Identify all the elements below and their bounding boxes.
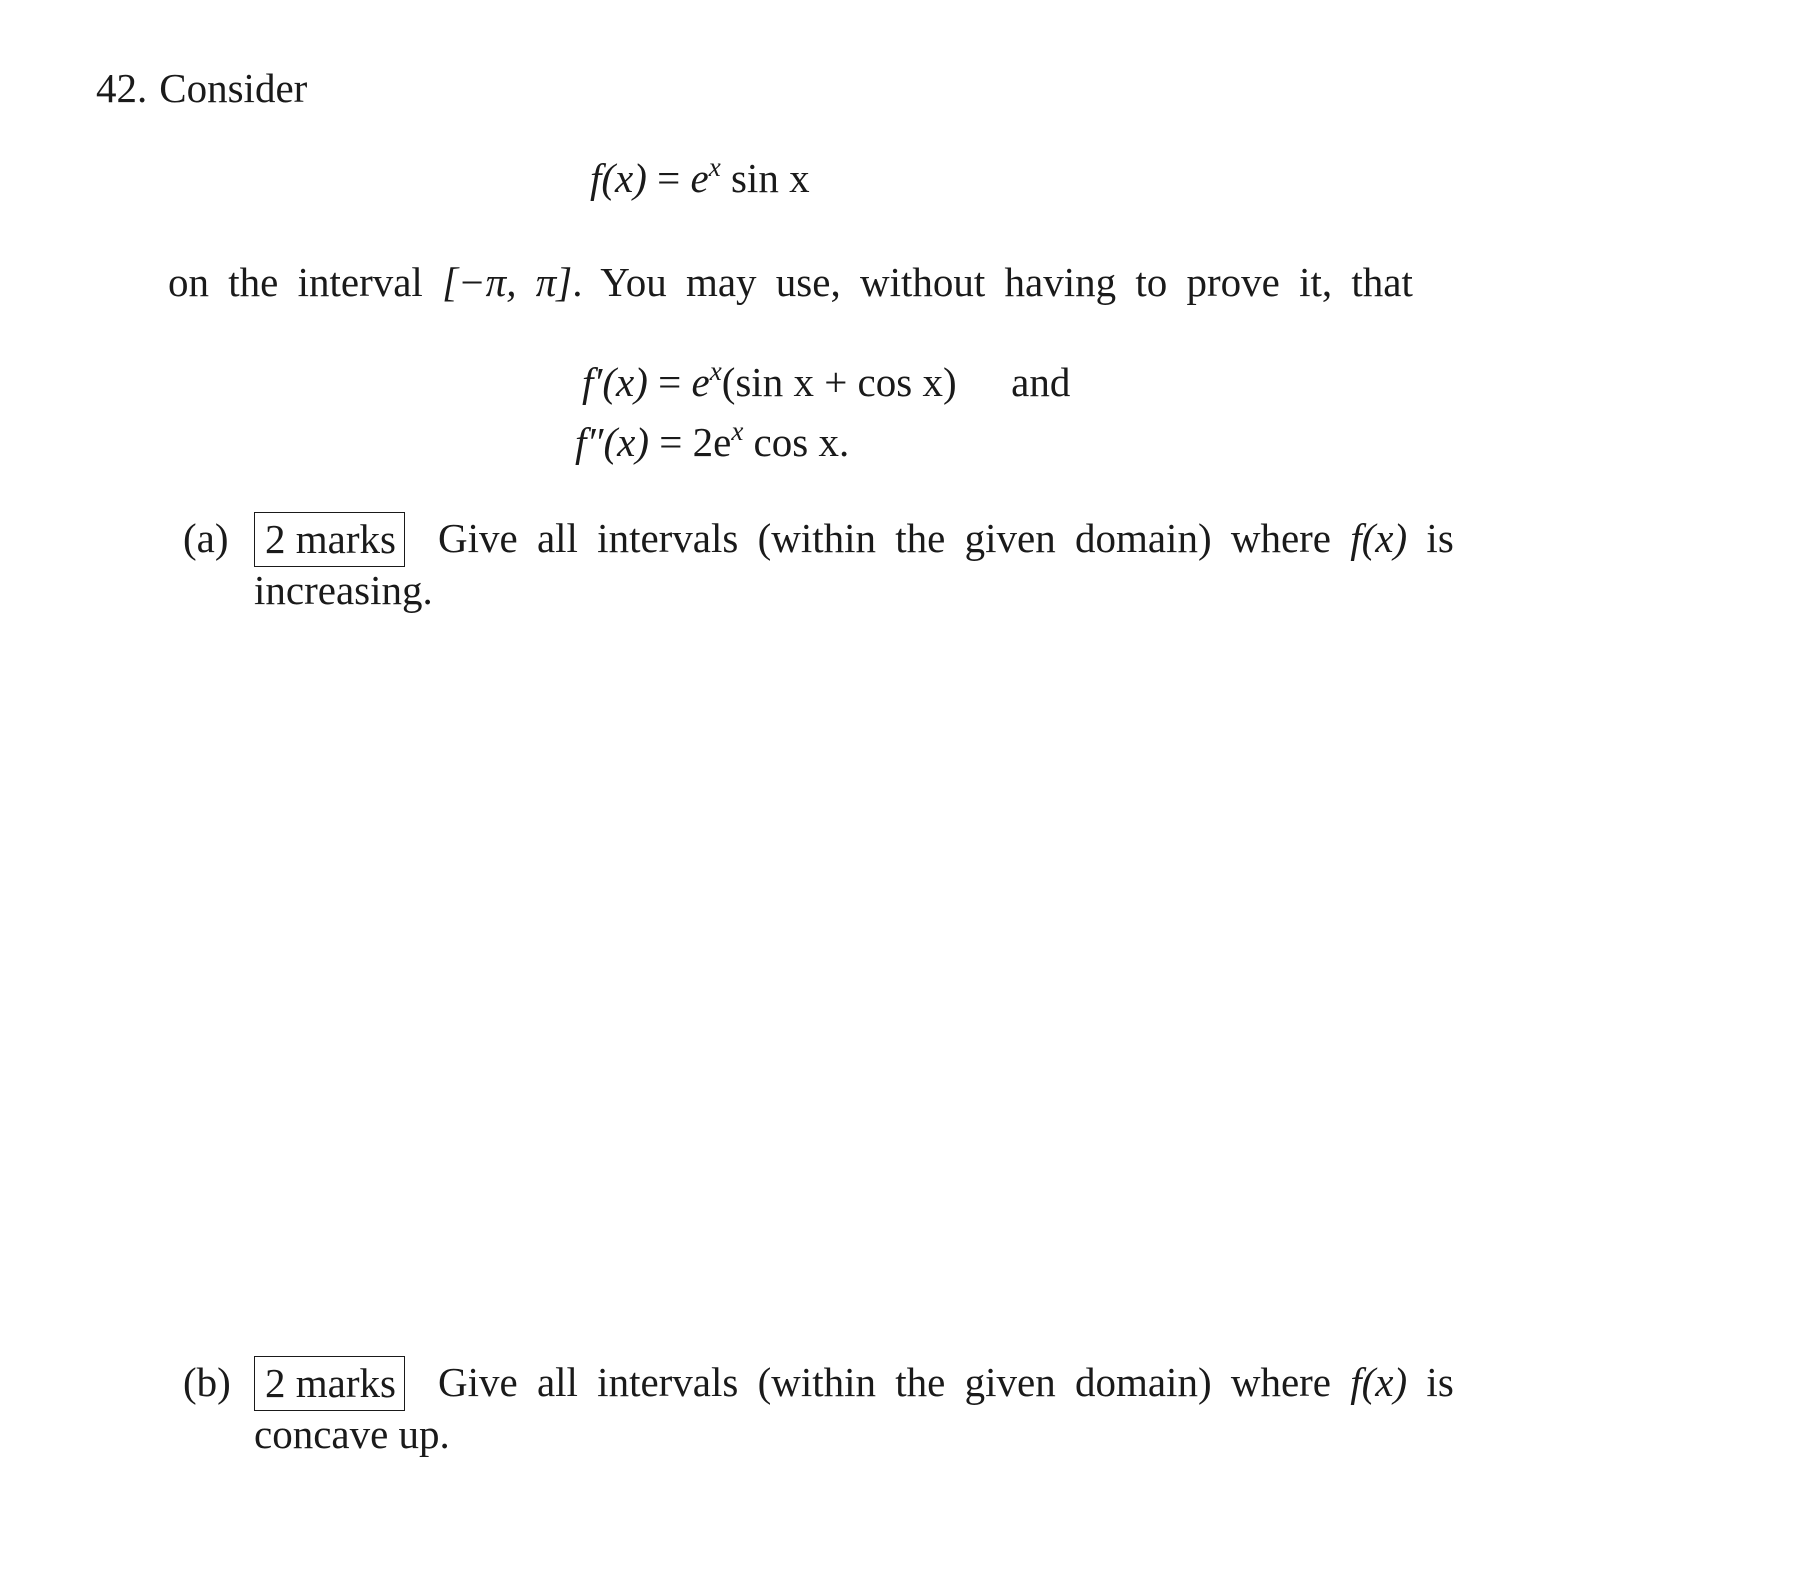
part-b-line1-end: is: [1426, 1359, 1454, 1405]
function-lhs: f(x): [590, 155, 647, 201]
part-b-line1: [438, 1359, 1454, 1405]
question-intro: Consider: [159, 65, 308, 111]
interval-text-before: on the interval: [168, 259, 423, 305]
exp-base: e: [691, 359, 710, 405]
equals-sign: =: [658, 359, 682, 405]
part-a-prompt: Give all intervals (within the given domain) where: [438, 515, 1332, 561]
exp-base: e: [690, 155, 709, 201]
part-b-func: f(x): [1350, 1359, 1408, 1405]
equals-sign: =: [657, 155, 681, 201]
and-connector: and: [1011, 359, 1071, 405]
question-header: [96, 65, 308, 111]
question-number: 42.: [96, 65, 148, 111]
function-definition: [590, 152, 810, 201]
exp-exponent: x: [731, 416, 744, 446]
coef: 2e: [692, 419, 732, 465]
first-derivative-lhs: f′(x): [582, 359, 648, 405]
part-a-marks: 2 marks: [254, 512, 405, 567]
exp-exponent: x: [709, 356, 722, 386]
part-a-line1: [438, 515, 1454, 561]
function-rhs: sin x: [730, 155, 810, 201]
part-b-line2: concave up.: [254, 1411, 450, 1457]
part-b-marks-badge: [254, 1356, 405, 1411]
part-b-marks: 2 marks: [254, 1356, 405, 1411]
part-b-prompt: Give all intervals (within the given domain) where: [438, 1359, 1332, 1405]
interval-value: [−π, π]: [442, 259, 573, 305]
first-derivative-rhs: (sin x + cos x): [721, 359, 957, 405]
part-a-label: (a): [183, 515, 229, 561]
second-derivative-rhs: cos x.: [753, 419, 850, 465]
part-a-line1-end: is: [1426, 515, 1454, 561]
interval-sentence: [168, 259, 1413, 305]
part-a-func: f(x): [1350, 515, 1408, 561]
exp-exponent: x: [708, 152, 721, 182]
part-b-label: (b): [183, 1359, 231, 1405]
part-a-line2: increasing.: [254, 567, 433, 613]
second-derivative: [575, 416, 850, 465]
part-a-marks-badge: [254, 512, 405, 567]
second-derivative-lhs: f″(x): [575, 419, 649, 465]
equals-sign: =: [659, 419, 683, 465]
interval-text-after: . You may use, without having to prove it, that: [572, 259, 1413, 305]
first-derivative: [582, 356, 1071, 405]
